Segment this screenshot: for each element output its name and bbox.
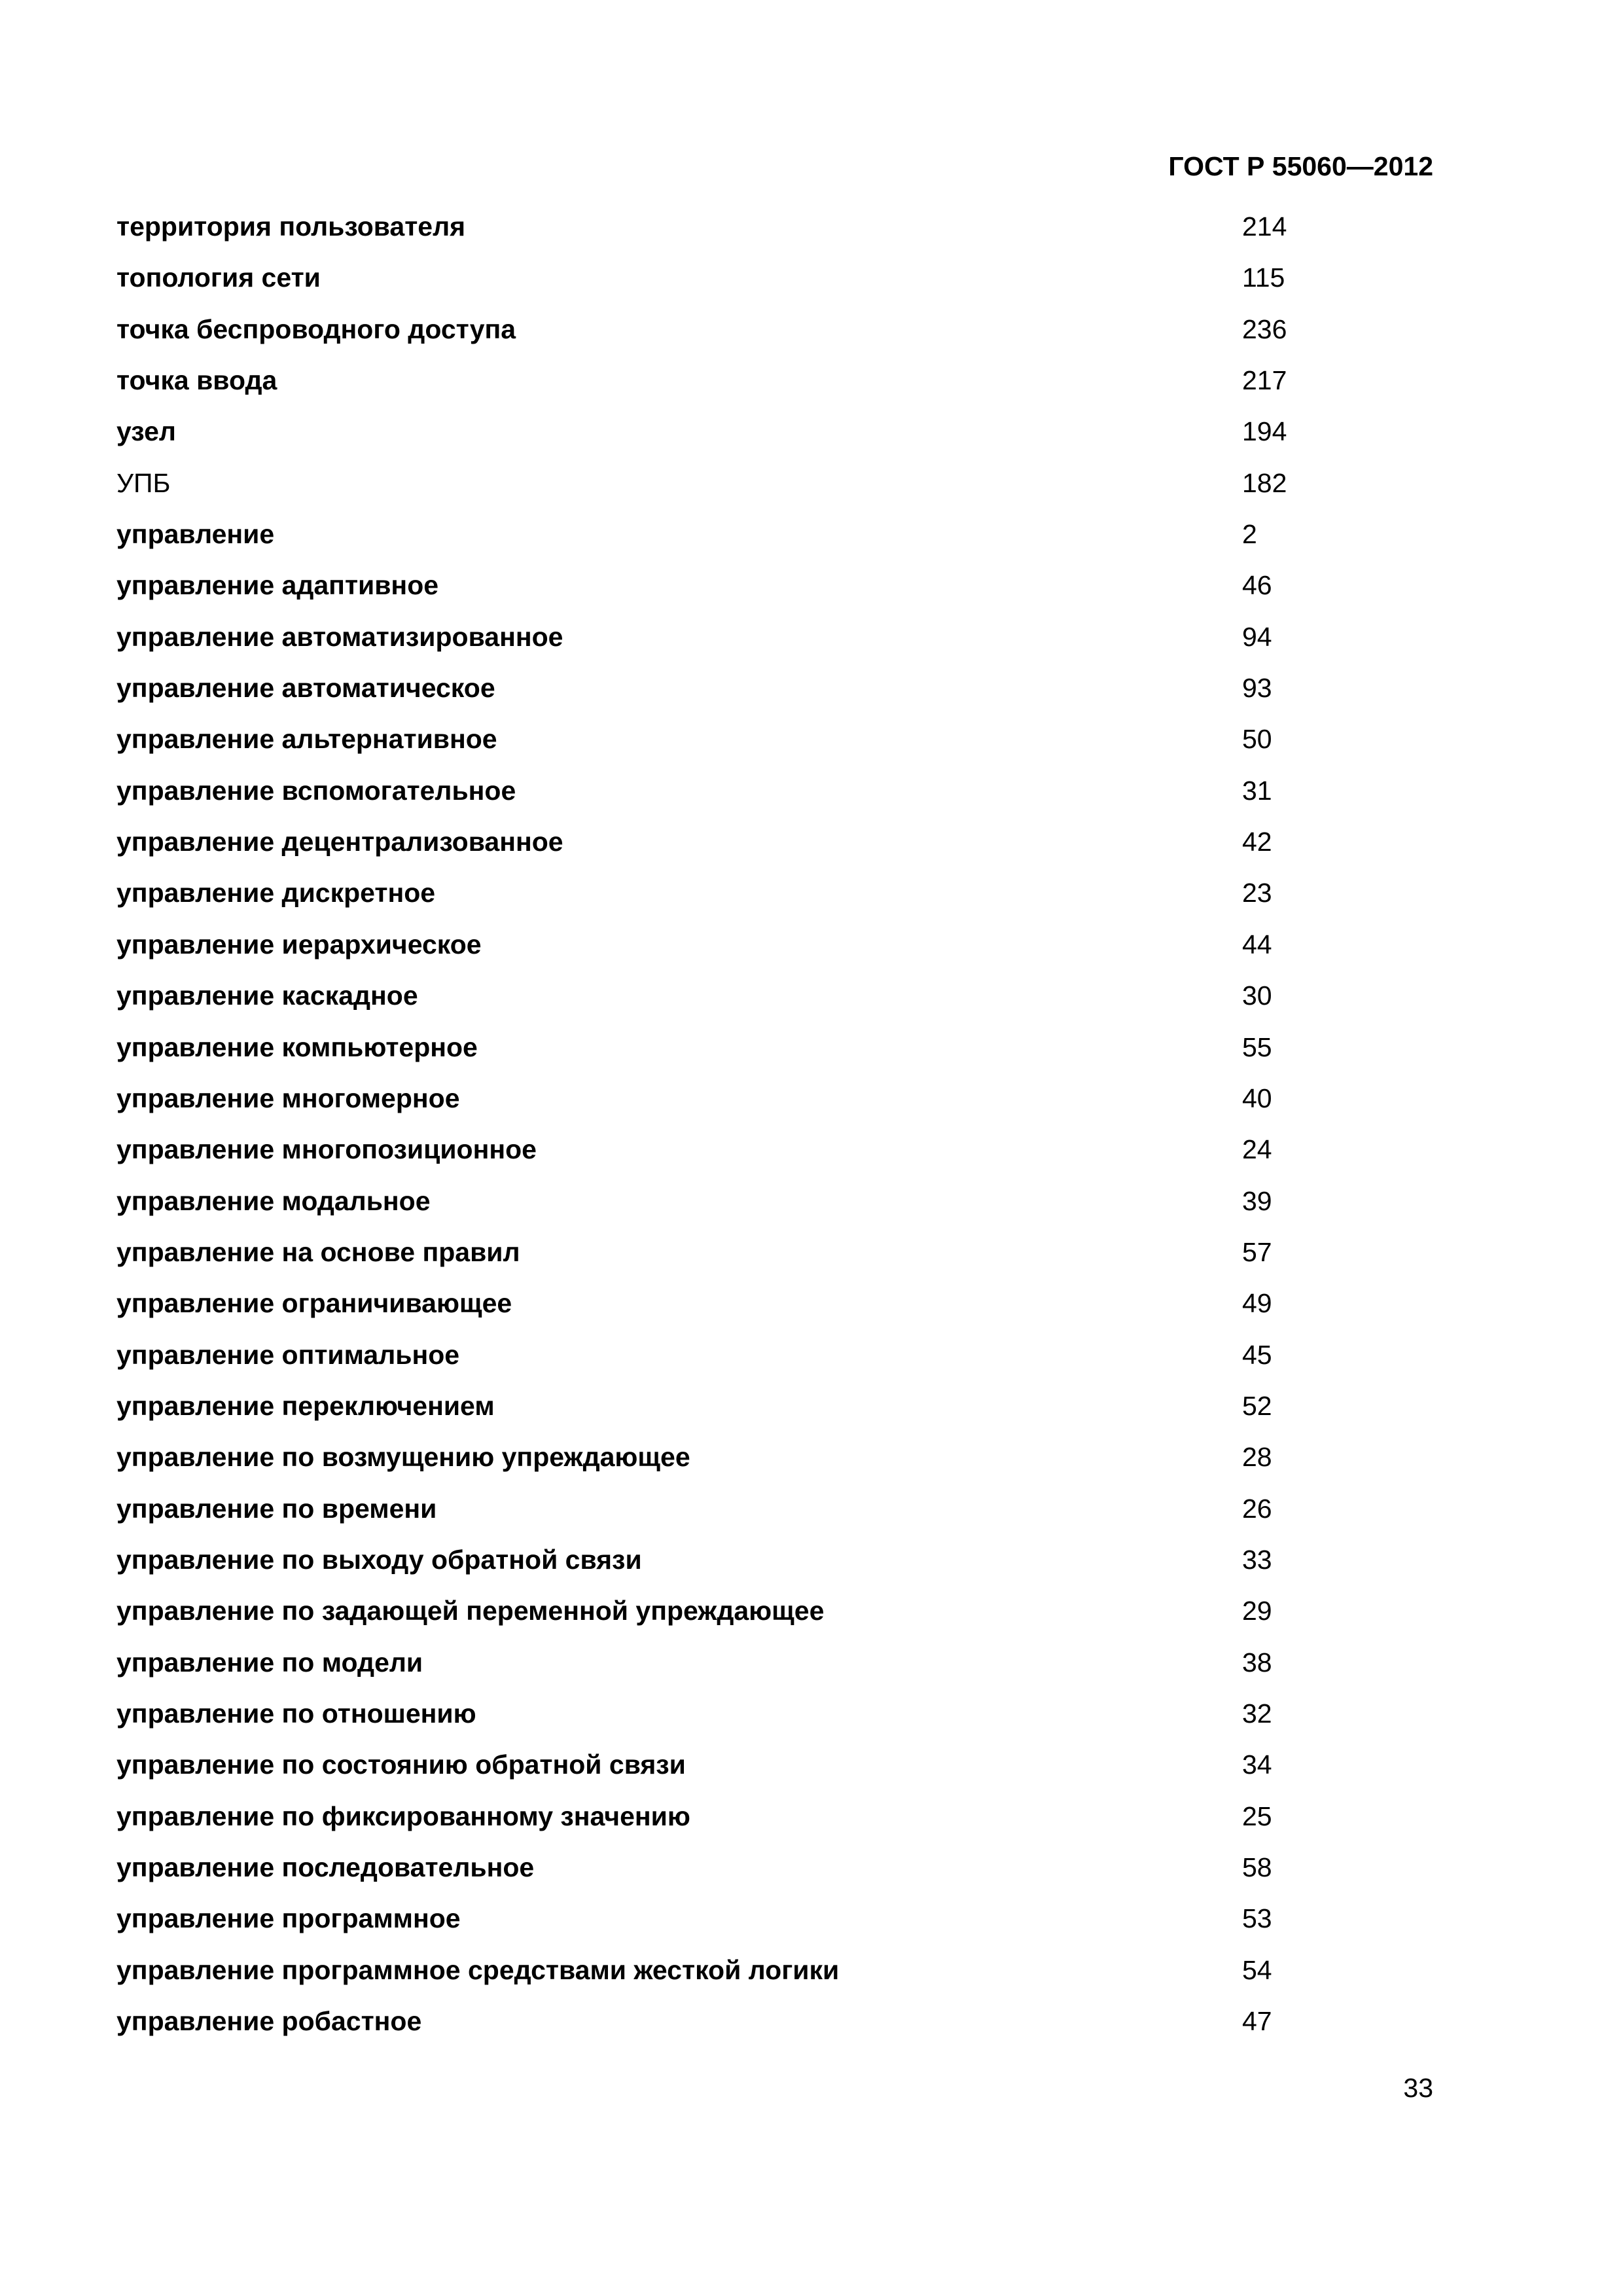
- index-entry: [116, 1490, 1425, 1541]
- index-term: управление децентрализованное: [116, 827, 563, 857]
- index-term: управление каскадное: [116, 980, 418, 1011]
- index-term: управление по фиксированному значению: [116, 1801, 690, 1831]
- index-term: управление адаптивное: [116, 570, 439, 601]
- index-entry: [116, 1285, 1425, 1336]
- index-term: управление ограничивающее: [116, 1288, 512, 1319]
- index-reference-number: 93: [1242, 673, 1272, 704]
- index-entry: [116, 1336, 1425, 1388]
- index-term: управление многопозиционное: [116, 1134, 537, 1165]
- index-term: управление альтернативное: [116, 724, 497, 755]
- index-reference-number: 49: [1242, 1288, 1272, 1319]
- index-term: управление робастное: [116, 2006, 422, 2037]
- index-entry: [116, 516, 1425, 567]
- index-entry: [116, 259, 1425, 310]
- index-reference-number: 46: [1242, 570, 1272, 601]
- index-reference-number: 94: [1242, 621, 1272, 652]
- index-term: УПБ: [116, 467, 171, 498]
- index-entry: [116, 1695, 1425, 1746]
- index-term: топология сети: [116, 262, 321, 293]
- index-reference-number: 30: [1242, 980, 1272, 1011]
- index-entry: [116, 567, 1425, 618]
- index-term: территория пользователя: [116, 211, 466, 242]
- index-entry: [116, 1234, 1425, 1285]
- index-term: управление по возмущению упреждающее: [116, 1442, 690, 1473]
- index-reference-number: 236: [1242, 314, 1287, 344]
- index-entry: [116, 1439, 1425, 1490]
- index-entry: [116, 721, 1425, 772]
- index-entry: [116, 1849, 1425, 1900]
- index-term: управление: [116, 519, 275, 550]
- index-term: управление по состоянию обратной связи: [116, 1749, 686, 1780]
- index-term: управление дискретное: [116, 878, 436, 908]
- index-entry: [116, 413, 1425, 464]
- index-reference-number: 33: [1242, 1544, 1272, 1575]
- index-reference-number: 24: [1242, 1134, 1272, 1165]
- index-term: точка ввода: [116, 365, 277, 396]
- index-reference-number: 57: [1242, 1236, 1272, 1267]
- index-reference-number: 40: [1242, 1083, 1272, 1113]
- index-term: управление компьютерное: [116, 1031, 478, 1062]
- index-entry: [116, 1798, 1425, 1849]
- index-reference-number: 28: [1242, 1442, 1272, 1473]
- index-reference-number: 2: [1242, 519, 1257, 550]
- index-reference-number: 44: [1242, 929, 1272, 960]
- index-term: управление по модели: [116, 1647, 423, 1677]
- index-entry: [116, 1131, 1425, 1182]
- index-reference-number: 58: [1242, 1852, 1272, 1882]
- index-entry: [116, 926, 1425, 977]
- index-entry: [116, 1644, 1425, 1695]
- index-reference-number: 29: [1242, 1596, 1272, 1626]
- index-term: управление на основе правил: [116, 1236, 520, 1267]
- index-entry: [116, 772, 1425, 823]
- index-term: управление многомерное: [116, 1083, 460, 1113]
- index-reference-number: 47: [1242, 2006, 1272, 2037]
- index-reference-number: 214: [1242, 211, 1287, 242]
- index-reference-number: 25: [1242, 1801, 1272, 1831]
- index-term: точка беспроводного доступа: [116, 314, 516, 344]
- index-entry: [116, 1080, 1425, 1131]
- standard-designation: ГОСТ Р 55060—2012: [1168, 151, 1433, 181]
- index-term: управление по выходу обратной связи: [116, 1544, 642, 1575]
- index-term: управление по времени: [116, 1493, 437, 1524]
- index-reference-number: 217: [1242, 365, 1287, 396]
- index-term: управление модальное: [116, 1185, 431, 1216]
- index-entry: [116, 977, 1425, 1028]
- index-reference-number: 52: [1242, 1390, 1272, 1421]
- index-entry: [116, 874, 1425, 925]
- index-reference-number: 194: [1242, 416, 1287, 447]
- index-term: узел: [116, 416, 176, 447]
- index-entry: [116, 2003, 1425, 2054]
- index-reference-number: 34: [1242, 1749, 1272, 1780]
- index-reference-number: 23: [1242, 878, 1272, 908]
- index-term: управление по задающей переменной упреждающее: [116, 1596, 825, 1626]
- index-entry: [116, 208, 1425, 259]
- index-term: управление вспомогательное: [116, 775, 516, 806]
- index-entry: [116, 1183, 1425, 1234]
- index-term: управление оптимальное: [116, 1339, 460, 1370]
- index-term: управление автоматизированное: [116, 621, 563, 652]
- index-term: управление по отношению: [116, 1698, 476, 1729]
- index-reference-number: 182: [1242, 467, 1287, 498]
- index-reference-number: 53: [1242, 1903, 1272, 1934]
- index-term: управление последовательное: [116, 1852, 535, 1882]
- index-entry: [116, 362, 1425, 413]
- index-entry: [116, 1541, 1425, 1592]
- index-entry: [116, 1592, 1425, 1643]
- index-reference-number: 32: [1242, 1698, 1272, 1729]
- index-reference-number: 31: [1242, 775, 1272, 806]
- index-reference-number: 45: [1242, 1339, 1272, 1370]
- index-reference-number: 50: [1242, 724, 1272, 755]
- index-term: управление автоматическое: [116, 673, 495, 704]
- index-term: управление программное средствами жесткой логики: [116, 1954, 840, 1985]
- index-entry: [116, 311, 1425, 362]
- index-reference-number: 55: [1242, 1031, 1272, 1062]
- index-reference-number: 42: [1242, 827, 1272, 857]
- index-entry: [116, 619, 1425, 670]
- index-entry: [116, 1746, 1425, 1797]
- index-entry: [116, 823, 1425, 874]
- index-entry: [116, 1900, 1425, 1951]
- index-term: управление программное: [116, 1903, 461, 1934]
- index-entry: [116, 1029, 1425, 1080]
- page-number: 33: [1403, 2073, 1433, 2103]
- index-entry: [116, 465, 1425, 516]
- index-entry: [116, 1388, 1425, 1439]
- index-reference-number: 39: [1242, 1185, 1272, 1216]
- index-term: управление иерархическое: [116, 929, 482, 960]
- alphabetical-index: [116, 208, 1425, 2054]
- index-reference-number: 54: [1242, 1954, 1272, 1985]
- index-reference-number: 115: [1242, 262, 1285, 293]
- index-reference-number: 38: [1242, 1647, 1272, 1677]
- index-entry: [116, 1952, 1425, 2003]
- index-entry: [116, 670, 1425, 721]
- index-term: управление переключением: [116, 1390, 495, 1421]
- index-reference-number: 26: [1242, 1493, 1272, 1524]
